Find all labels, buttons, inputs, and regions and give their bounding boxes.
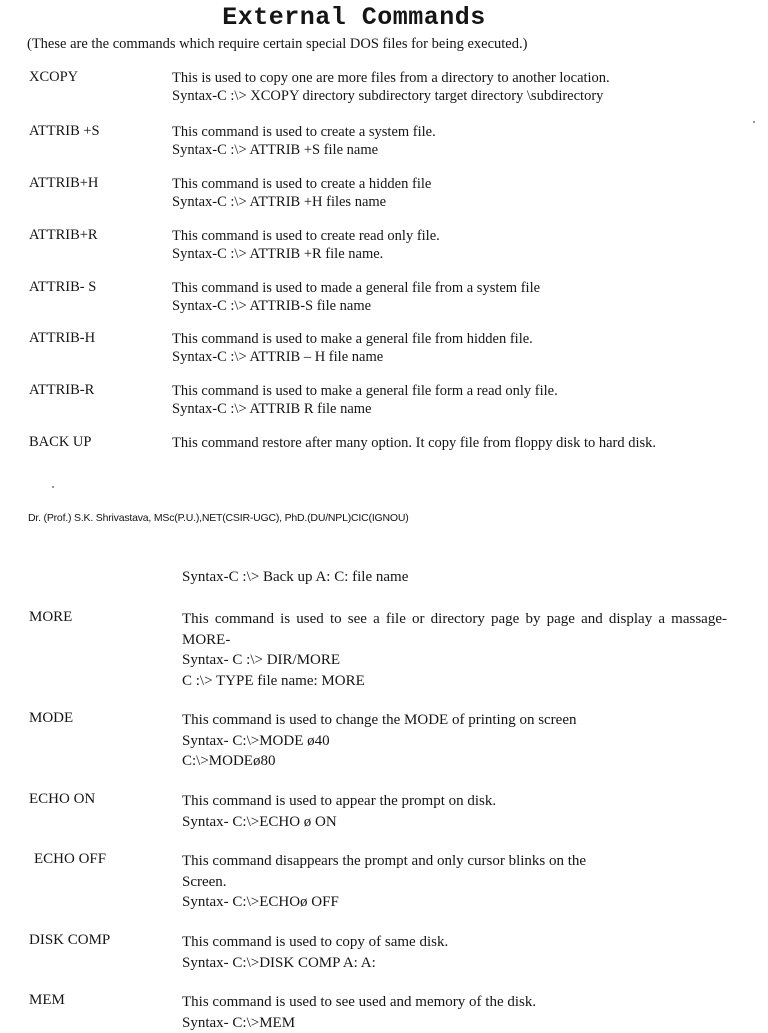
syntax-line: Syntax-C :\> XCOPY directory subdirectory target directory \subdirectory: [172, 87, 712, 105]
syntax-line: Syntax- C:\>MODE ø40: [182, 731, 727, 752]
command-name: XCOPY: [29, 69, 78, 86]
command-description: [172, 279, 712, 315]
syntax-line: Syntax-C :\> ATTRIB R file name: [172, 400, 712, 418]
syntax-line: Syntax-C :\> ATTRIB-S file name: [172, 297, 712, 315]
command-name: ATTRIB-H: [29, 330, 95, 347]
command-description: [182, 851, 727, 913]
command-name: BACK UP: [29, 434, 91, 451]
description-line: This command restore after many option. It copy file from floppy disk to hard disk.: [172, 434, 697, 452]
scan-speck: [52, 486, 54, 488]
description-line: This command is used to create a hidden file: [172, 175, 712, 193]
description-line: This command is used to see a file or directory page by page and display a massage-MORE-: [182, 609, 727, 650]
syntax-line: Syntax-C :\> ATTRIB +H files name: [172, 193, 712, 211]
syntax-line: Syntax- C:\>ECHOø OFF: [182, 892, 727, 913]
command-description: [172, 227, 712, 263]
command-description: [182, 791, 727, 832]
command-description: [172, 382, 712, 418]
command-name: ATTRIB+R: [29, 227, 98, 244]
command-name: ATTRIB+H: [29, 175, 98, 192]
syntax-line: C :\> TYPE file name: MORE: [182, 671, 727, 692]
description-line: This command is used to create a system file.: [172, 123, 712, 141]
description-line: This command disappears the prompt and only cursor blinks on the: [182, 851, 727, 872]
description-line: This command is used to make a general file from hidden file.: [172, 330, 712, 348]
command-name: DISK COMP: [29, 932, 110, 949]
syntax-line: Syntax-C :\> ATTRIB +S file name: [172, 141, 712, 159]
description-line: This command is used to copy of same disk.: [182, 932, 727, 953]
description-line: This command is used to appear the prompt on disk.: [182, 791, 727, 812]
description-line: This is used to copy one are more files from a directory to another location.: [172, 69, 712, 87]
command-description: [172, 330, 712, 366]
description-line: This command is used to create read only file.: [172, 227, 712, 245]
description-line: Screen.: [182, 872, 727, 893]
command-name: MODE: [29, 710, 73, 727]
command-name: MORE: [29, 609, 72, 626]
command-description: [172, 175, 712, 211]
command-description: [182, 710, 727, 772]
description-line: This command is used to made a general file from a system file: [172, 279, 712, 297]
syntax-line: Syntax-C :\> ATTRIB +R file name.: [172, 245, 712, 263]
command-name: ATTRIB-R: [29, 382, 94, 399]
syntax-line: Syntax- C:\>DISK COMP A: A:: [182, 953, 727, 974]
syntax-line: Syntax- C:\>MEM: [182, 1013, 727, 1033]
command-name: ECHO OFF: [34, 851, 106, 868]
page-subtitle: (These are the commands which require certain special DOS files for being executed.): [27, 36, 527, 53]
continuation-text: [182, 567, 727, 588]
syntax-line: C:\>MODEø80: [182, 751, 727, 772]
command-description: [172, 69, 712, 105]
command-name: ECHO ON: [29, 791, 95, 808]
syntax-line: Syntax-C :\> ATTRIB – H file name: [172, 348, 712, 366]
scan-speck: [753, 121, 755, 123]
description-line: This command is used to make a general file form a read only file.: [172, 382, 712, 400]
command-description: [182, 992, 727, 1033]
syntax-line: Syntax- C :\> DIR/MORE: [182, 650, 727, 671]
syntax-line: Syntax-C :\> Back up A: C: file name: [182, 567, 727, 588]
command-description: [172, 123, 712, 159]
description-line: This command is used to see used and memory of the disk.: [182, 992, 727, 1013]
page-title: External Commands: [0, 3, 708, 32]
command-description: [182, 932, 727, 973]
author-footer: Dr. (Prof.) S.K. Shrivastava, MSc(P.U.),NET(CSIR-UGC), PhD.(DU/NPL)CIC(IGNOU): [28, 512, 409, 524]
command-description: [172, 434, 697, 452]
command-description: [182, 609, 727, 691]
description-line: This command is used to change the MODE of printing on screen: [182, 710, 727, 731]
command-name: ATTRIB +S: [29, 123, 100, 140]
syntax-line: Syntax- C:\>ECHO ø ON: [182, 812, 727, 833]
command-name: MEM: [29, 992, 65, 1009]
command-name: ATTRIB- S: [29, 279, 96, 296]
